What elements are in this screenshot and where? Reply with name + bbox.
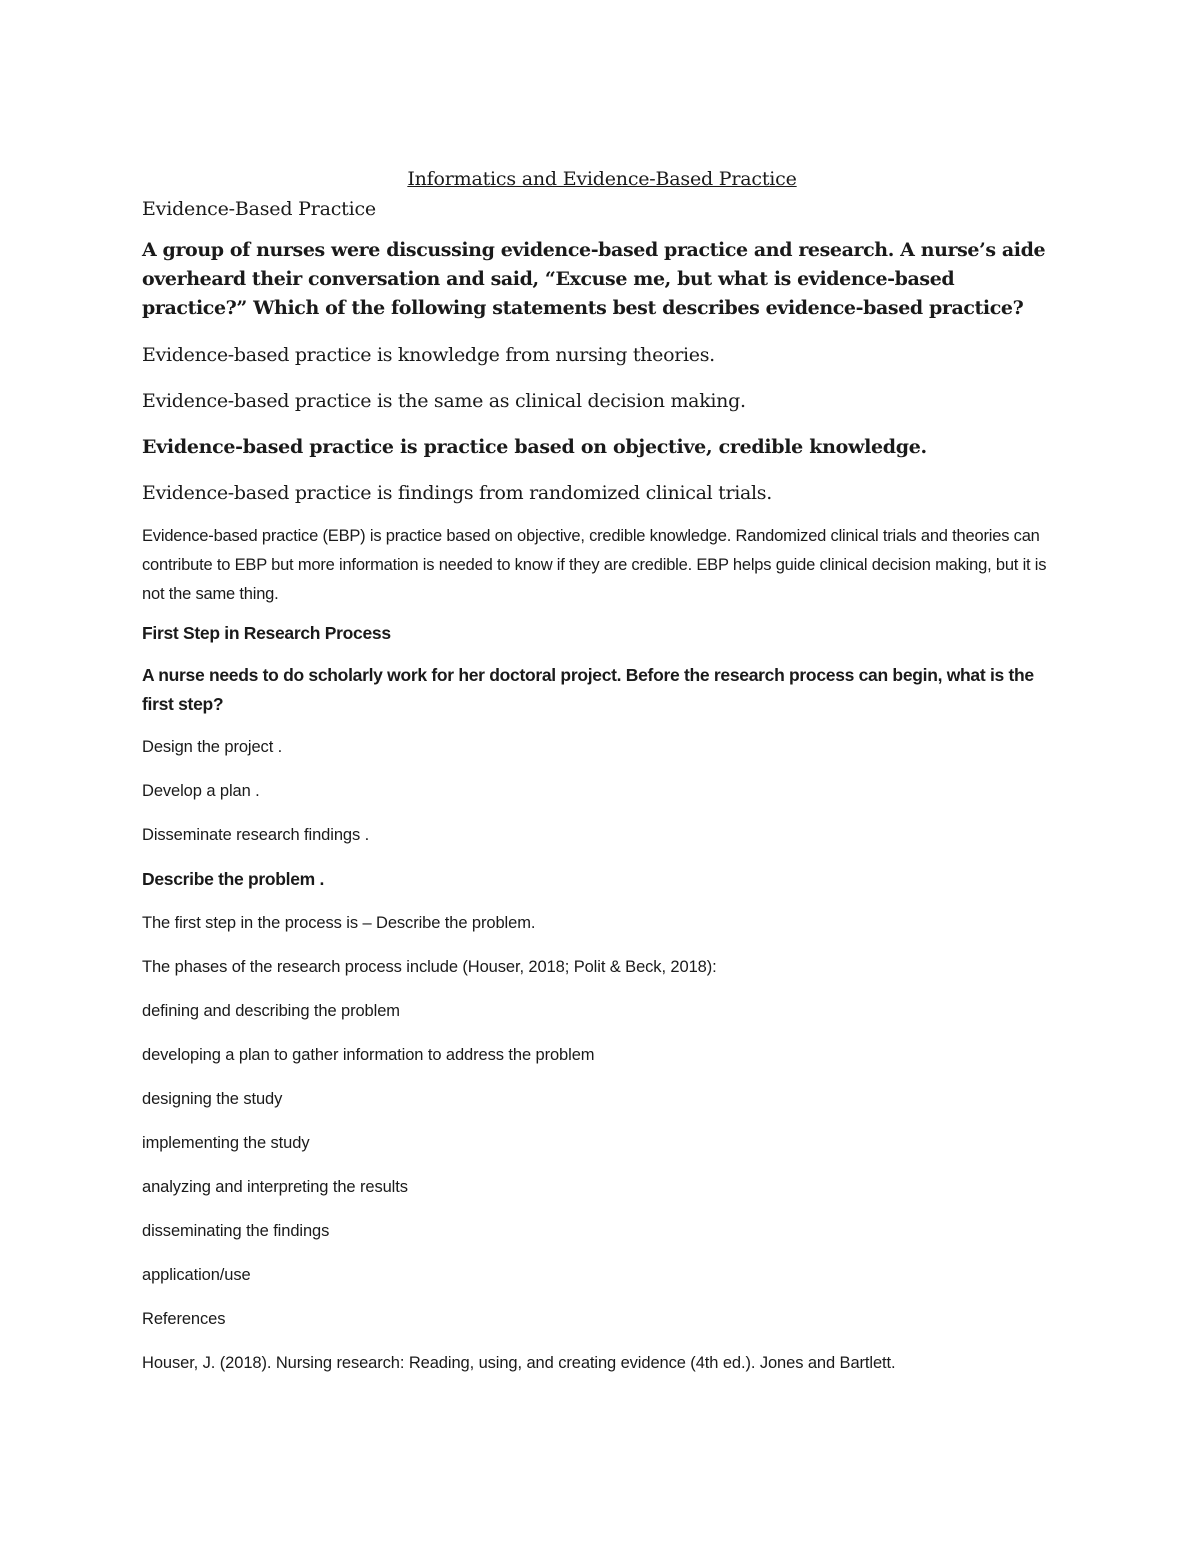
section-heading-ebp: Evidence-Based Practice [142,198,376,220]
page-title: Informatics and Evidence-Based Practice [407,168,797,190]
phase-item: application/use [142,1266,251,1284]
answer-statement: The first step in the process is – Describe the problem. [142,914,536,932]
answer-option: Evidence-based practice is knowledge from nursing theories. [142,344,715,366]
answer-option: Develop a plan . [142,782,260,800]
phase-item: designing the study [142,1090,283,1108]
question-ebp: A group of nurses were discussing evidence-based practice and research. A nurse’s aide overheard their conversation and said, “Excuse me, but what is evidence-based practice?” Which of the following statements best describes evidence-based practice? [142,239,1046,319]
answer-option: Evidence-based practice is findings from randomized clinical trials. [142,482,772,504]
references-heading: References [142,1310,226,1328]
answer-option-correct: Describe the problem . [142,869,325,889]
answer-option: Evidence-based practice is the same as clinical decision making. [142,390,746,412]
answer-option: Design the project . [142,738,283,756]
phase-item: developing a plan to gather information to address the problem [142,1046,595,1064]
answer-option: Disseminate research findings . [142,826,370,844]
phase-item: implementing the study [142,1134,310,1152]
document-page [142,166,1062,1376]
reference-entry: Houser, J. (2018). Nursing research: Reading, using, and creating evidence (4th ed.). Jones and Bartlett. [142,1354,896,1372]
explanation-ebp: Evidence-based practice (EBP) is practice based on objective, credible knowledge. Randomized clinical trials and theories can contribute to EBP but more information is needed to know if they are credible. EBP helps guide clinical decision making, but it is not the same thing. [142,527,1047,603]
phases-intro: The phases of the research process include (Houser, 2018; Polit & Beck, 2018): [142,958,717,976]
question-first-step: A nurse needs to do scholarly work for her doctoral project. Before the research process can begin, what is the first step? [142,665,1034,714]
phase-item: defining and describing the problem [142,1002,400,1020]
section-heading-research-process: First Step in Research Process [142,623,391,643]
phase-item: disseminating the findings [142,1222,330,1240]
answer-option-correct: Evidence-based practice is practice based on objective, credible knowledge. [142,436,927,458]
phase-item: analyzing and interpreting the results [142,1178,408,1196]
